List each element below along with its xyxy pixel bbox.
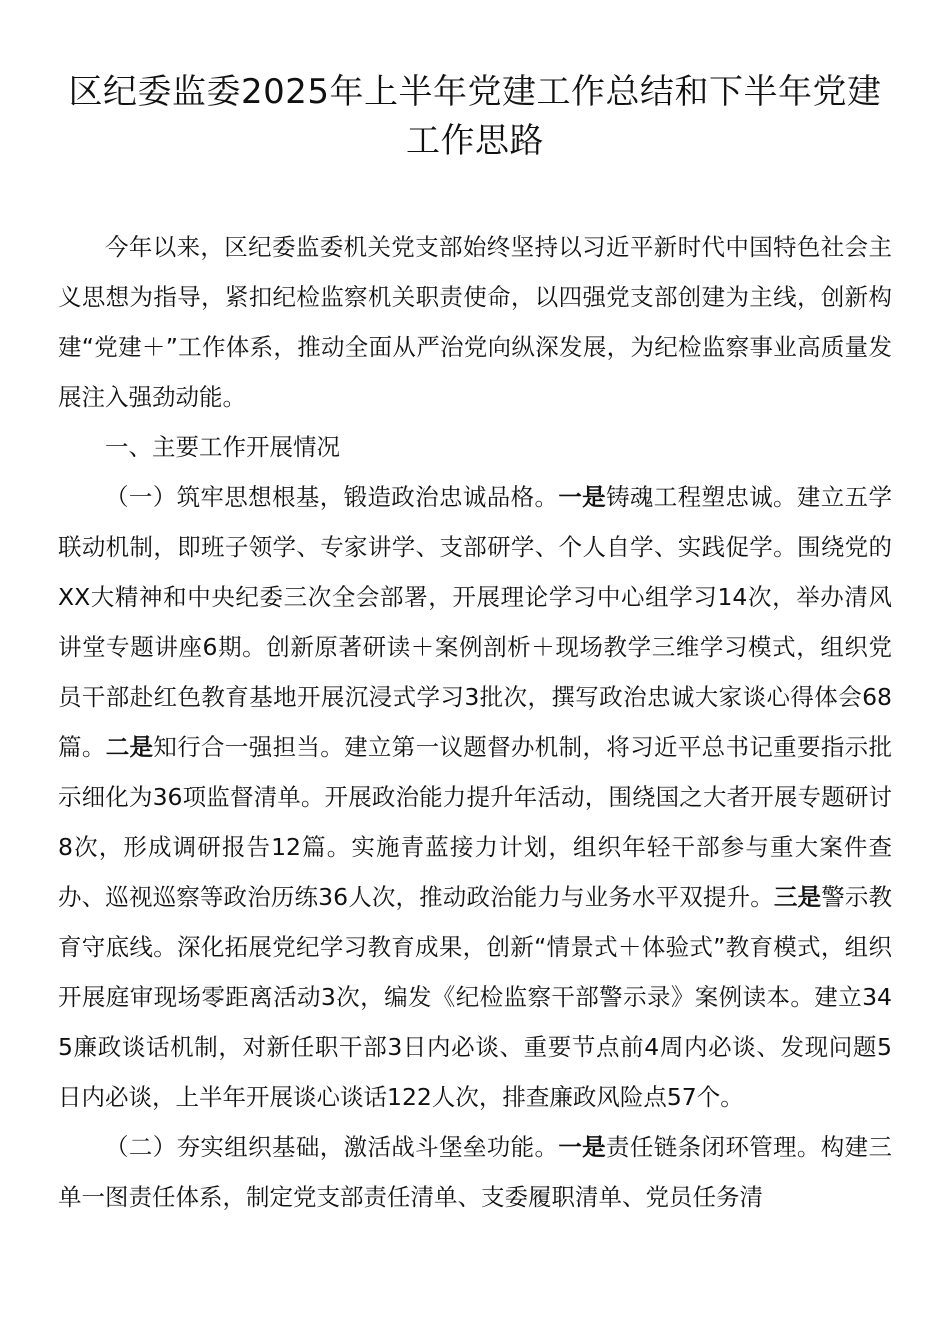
point-2-text: 知行合一强担当。建立第一议题督办机制，将习近平总书记重要指示批示细化为36项监督清单。开展政治能力提升年活动，围绕国之大者开展专题研讨8次，形成调研报告12篇。实施青蓝接力计划，组织年轻干部参与重大案件查办、巡视巡察等政治历练36人次，推动政治能力与业务水平双提升。 xyxy=(58,733,893,911)
intro-paragraph: 今年以来，区纪委监委机关党支部始终坚持以习近平新时代中国特色社会主义思想为指导，紧扣纪检监察机关职责使命，以四强党支部创建为主线，创新构建“党建＋”工作体系，推动全面从严治党向纵深发展，为纪检监察事业高质量发展注入强劲动能。 xyxy=(58,233,892,411)
subsection-1-lead: （一）筑牢思想根基，锻造政治忠诚品格。 xyxy=(105,483,559,511)
point-3-text: 警示教育守底线。深化拓展党纪学习教育成果，创新“情景式＋体验式”教育模式，组织开展庭审现场零距离活动3次，编发《纪检监察干部警示录》案例读本。建立345廉政谈话机制，对新任职干部3日内必谈、重要节点前4周内必谈、发现问题5日内必谈，上半年开展谈心谈话122人次，排查廉政风险点57个。 xyxy=(58,883,893,1111)
point-3-label: 三是 xyxy=(773,883,822,911)
subsection-1-paragraph xyxy=(58,472,892,1122)
subsection-2-paragraph xyxy=(58,1122,892,1222)
point-1-label: 一是 xyxy=(558,483,607,511)
subsection-2-point-1-text: 责任链条闭环管理。构建三单一图责任体系，制定党支部责任清单、支委履职清单、党员任务清 xyxy=(58,1133,892,1211)
subsection-2-point-1-label: 一是 xyxy=(558,1133,607,1161)
point-2-label: 二是 xyxy=(105,733,154,761)
subsection-2-lead: （二）夯实组织基础，激活战斗堡垒功能。 xyxy=(105,1133,559,1161)
document-body xyxy=(58,222,892,1222)
point-1-text: 铸魂工程塑忠诚。建立五学联动机制，即班子领学、专家讲学、支部研学、个人自学、实践促学。围绕党的XX大精神和中央纪委三次全会部署，开展理论学习中心组学习14次，举办清风讲堂专题讲座6期。创新原著研读＋案例剖析＋现场教学三维学习模式，组织党员干部赴红色教育基地开展沉浸式学习3批次，撰写政治忠诚大家谈心得体会68篇。 xyxy=(58,483,892,761)
section-heading: 一、主要工作开展情况 xyxy=(105,433,340,461)
document-title: 区纪委监委2025年上半年党建工作总结和下半年党建工作思路 xyxy=(68,72,882,161)
